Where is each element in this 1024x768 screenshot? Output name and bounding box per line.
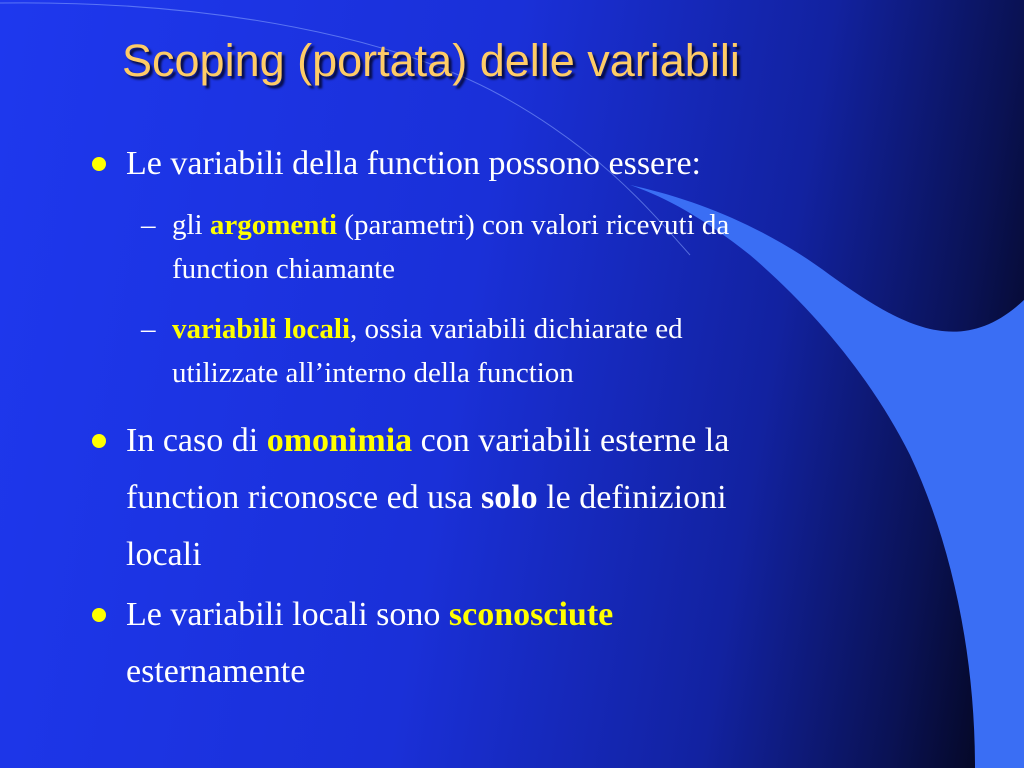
highlight-sconosciute: sconosciute <box>448 596 614 633</box>
sub-item-text-end: , ossia variabili dichiarate ed <box>350 313 683 345</box>
highlight-argomenti: argomenti <box>209 209 338 241</box>
highlight-variabili-locali: variabili locali <box>172 313 351 345</box>
slide-title: Scoping (portata) delle variabili <box>122 35 740 86</box>
bullet-item-omonimia <box>126 412 729 583</box>
dash-marker: – <box>141 209 156 241</box>
bullet-text-end: con variabili esterne la <box>412 422 730 459</box>
sub-item-argomenti <box>141 203 730 291</box>
bullet-item-sconosciute <box>126 586 613 700</box>
bullet-text-start: Le variabili locali sono <box>126 596 449 633</box>
bullet-item-variabili-function <box>126 135 701 192</box>
dash-marker: – <box>141 313 156 345</box>
sub-item-variabili-locali <box>141 307 683 395</box>
bullet-text-start: In caso di <box>126 422 267 459</box>
bullet-text-line2-start: function riconosce ed usa <box>126 479 481 516</box>
bold-solo: solo <box>481 479 538 516</box>
sub-item-text-start: gli <box>172 209 210 241</box>
bullet-text: Le variabili della function possono essere: <box>126 145 701 182</box>
bullet-text-line3: locali <box>126 536 202 573</box>
bullet-text-line2: esternamente <box>126 653 306 690</box>
bullet-text-line2-end: le definizioni <box>537 479 727 516</box>
highlight-omonimia: omonimia <box>266 422 413 459</box>
bullet-dot-icon <box>92 157 106 171</box>
bullet-dot-icon <box>92 434 106 448</box>
bullet-dot-icon <box>92 608 106 622</box>
sub-item-text-end: (parametri) con valori ricevuti da <box>337 209 730 241</box>
sub-item-text-line2: function chiamante <box>172 253 396 285</box>
sub-item-text-line2: utilizzate all’interno della function <box>172 357 574 389</box>
